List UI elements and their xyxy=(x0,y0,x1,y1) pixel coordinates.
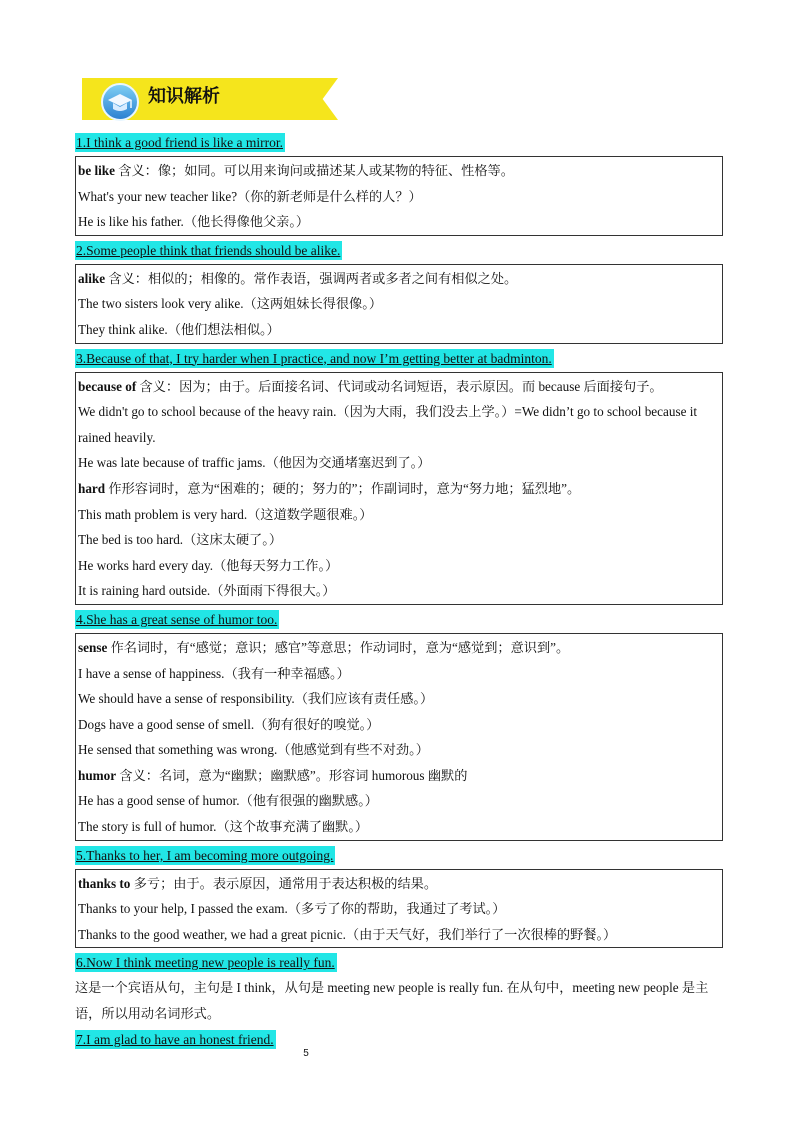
item-heading: 4.She has a great sense of humor too. xyxy=(76,611,278,627)
example-line: Dogs have a good sense of smell.（狗有很好的嗅觉。） xyxy=(78,716,380,732)
example-line: The two sisters look very alike.（这两姐妹长得很像。） xyxy=(78,296,383,312)
example-line: Thanks to the good weather, we had a great picnic.（由于天气好，我们举行了一次很棒的野餐。） xyxy=(78,926,617,942)
example-line: Thanks to your help, I passed the exam.（多亏了你的帮助，我通过了考试。） xyxy=(78,901,506,917)
example-line: He has a good sense of humor.（他有很强的幽默感。） xyxy=(78,793,378,809)
example-line: The bed is too hard.（这床太硬了。） xyxy=(78,532,283,548)
example-line: He was late because of traffic jams.（他因为交通堵塞迟到了。） xyxy=(78,455,431,471)
example-line: He is like his father.（他长得像他父亲。） xyxy=(78,214,310,230)
section-title: 知识解析 xyxy=(148,86,220,107)
example-line: We didn't go to school because of the heavy rain.（因为大雨，我们没去上学。）=We didn’t go to school because it rained heavily. xyxy=(78,404,698,445)
explanation-line: alike 含义：相似的；相像的。常作表语，强调两者或多者之间有相似之处。 xyxy=(78,270,518,286)
item-heading: 5.Thanks to her, I am becoming more outgoing. xyxy=(76,847,334,863)
example-line: He sensed that something was wrong.（他感觉到有些不对劲。） xyxy=(78,742,429,758)
explanation-line: thanks to 多亏；由于。表示原因，通常用于表达积极的结果。 xyxy=(78,875,438,891)
explanation-box xyxy=(75,156,723,236)
term: because of xyxy=(78,378,137,394)
term: hard xyxy=(78,480,106,496)
item-heading: 7.I am glad to have an honest friend. xyxy=(76,1031,274,1047)
example-line: We should have a sense of responsibility.（我们应该有责任感。） xyxy=(78,691,434,707)
item-heading: 6.Now I think meeting new people is really fun. xyxy=(76,955,335,971)
term: sense xyxy=(78,639,108,655)
explanation-line: humor 含义：名词，意为“幽默；幽默感”。形容词 humorous 幽默的 xyxy=(78,767,468,783)
term: alike xyxy=(78,270,106,286)
example-line: He works hard every day.（他每天努力工作。） xyxy=(78,557,339,573)
example-line: It is raining hard outside.（外面雨下得很大。） xyxy=(78,583,336,599)
explanation-box xyxy=(75,372,723,605)
item-heading: 1.I think a good friend is like a mirror. xyxy=(76,135,283,150)
explanation-paragraph: 这是一个宾语从句，主句是 I think，从句是 meeting new people is really fun. 在从句中，meeting new people 是主语，所以用动名词形式。 xyxy=(75,980,709,1022)
explanation-line: be like 含义：像；如同。可以用来询问或描述某人或某物的特征、性格等。 xyxy=(78,163,514,178)
explanation-line: sense 作名词时，有“感觉；意识；感官”等意思；作动词时，意为“感觉到；意识到”。 xyxy=(78,639,570,655)
item-heading: 3.Because of that, I try harder when I practice, and now I’m getting better at badminton. xyxy=(76,350,552,366)
page-number: 5 xyxy=(303,1048,309,1059)
explanation-box xyxy=(75,633,723,841)
term: thanks to xyxy=(78,875,131,891)
example-line: This math problem is very hard.（这道数学题很难。） xyxy=(78,506,373,522)
knowledge-content xyxy=(75,130,723,1052)
item-heading: 2.Some people think that friends should be alike. xyxy=(76,242,341,258)
section-banner xyxy=(82,78,338,120)
example-line: What's your new teacher like?（你的新老师是什么样的人？） xyxy=(78,188,422,204)
term: humor xyxy=(78,767,117,783)
explanation-box xyxy=(75,264,723,344)
example-line: I have a sense of happiness.（我有一种幸福感。） xyxy=(78,665,350,681)
graduation-cap-icon xyxy=(100,82,140,122)
example-line: They think alike.（他们想法相似。） xyxy=(78,321,280,337)
explanation-line: hard 作形容词时，意为“困难的；硬的；努力的”；作副词时，意为“努力地；猛烈地”。 xyxy=(78,480,581,496)
term: be like xyxy=(78,163,115,178)
example-line: The story is full of humor.（这个故事充满了幽默。） xyxy=(78,819,369,835)
explanation-line: because of 含义：因为；由于。后面接名词、代词或动名词短语，表示原因。而 because 后面接句子。 xyxy=(78,378,663,394)
explanation-box xyxy=(75,869,723,949)
